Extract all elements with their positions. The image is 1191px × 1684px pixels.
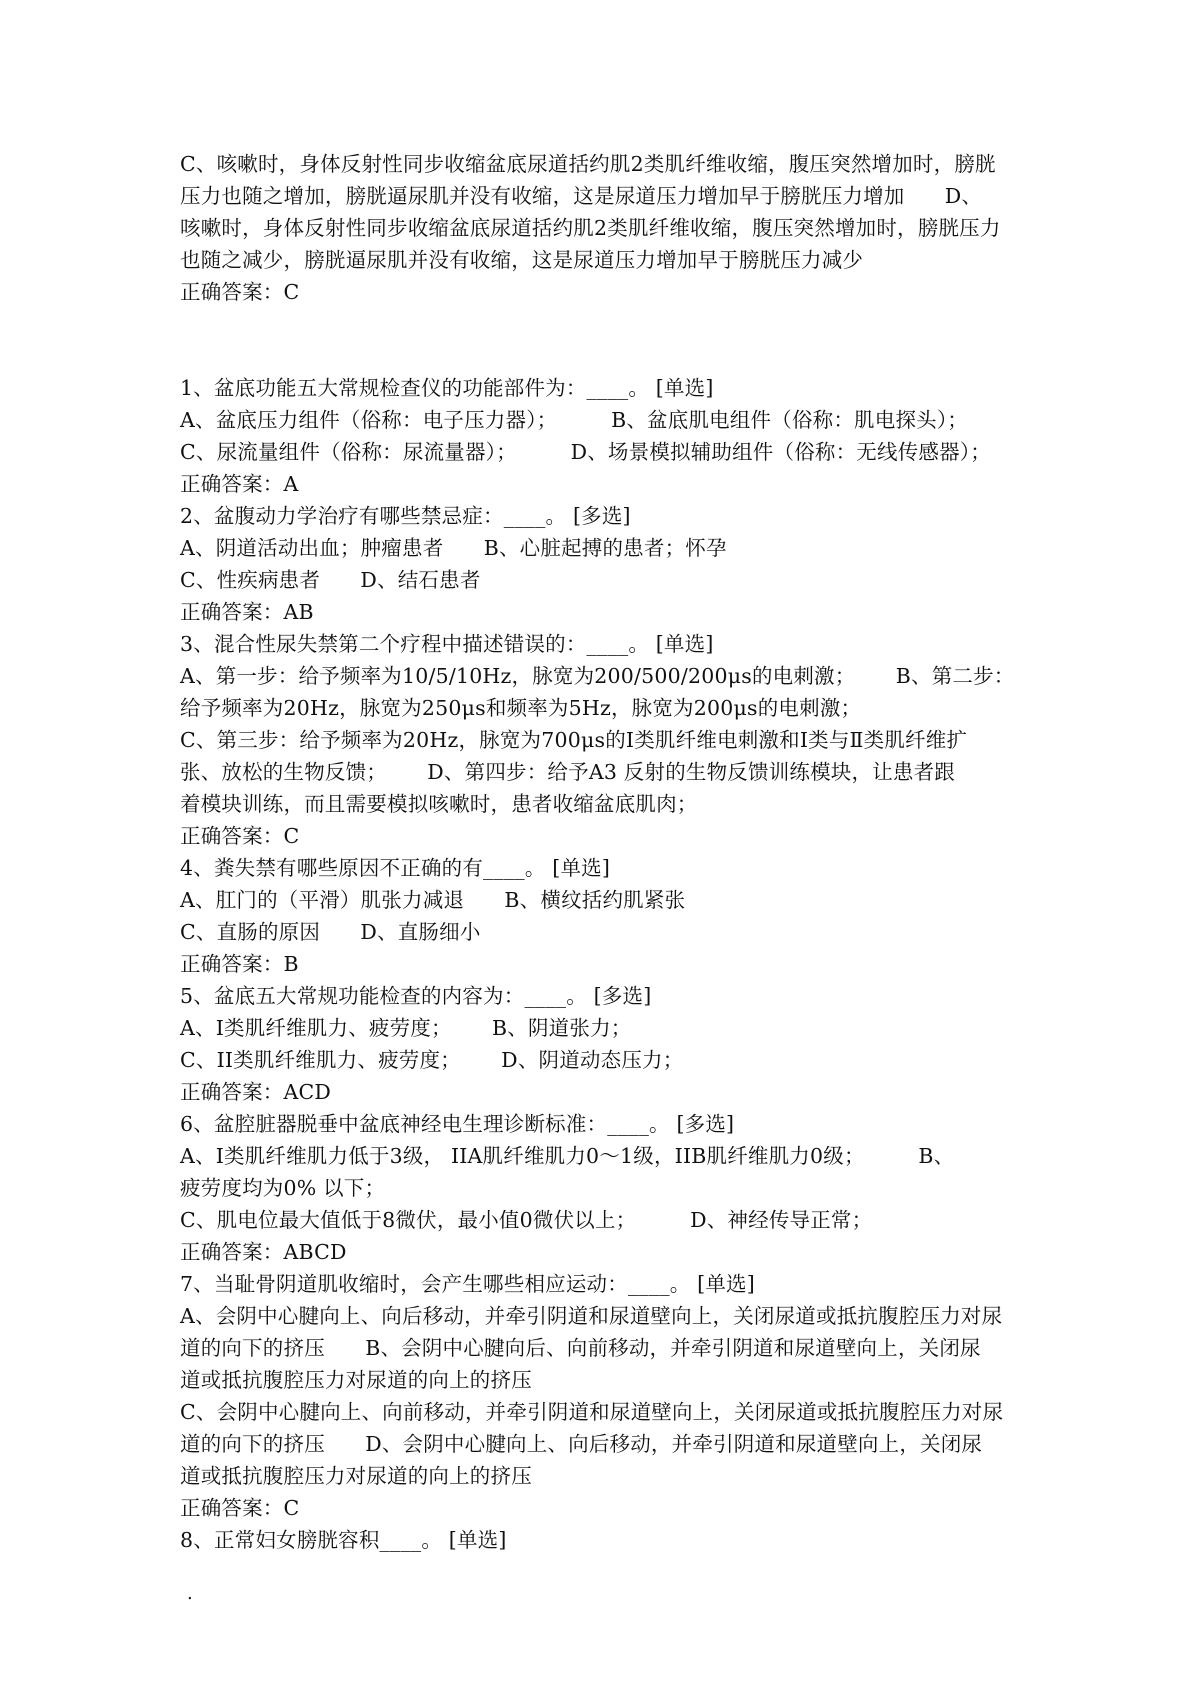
question-7 — [180, 1268, 1015, 1524]
text-line: 也随之减少，膀胱逼尿肌并没有收缩，这是尿道压力增加早于膀胱压力减少 — [180, 248, 864, 272]
option-line: A、盆底压力组件（俗称：电子压力器）； B、盆底肌电组件（俗称：肌电探头）； — [180, 408, 968, 432]
previous-question-tail — [180, 148, 1015, 308]
text-line: C、咳嗽时，身体反射性同步收缩盆底尿道括约肌2类肌纤维收缩，腹压突然增加时，膀胱 — [180, 152, 996, 176]
option-line: A、I类肌纤维肌力低于3级， IIA肌纤维肌力0～1级，IIB肌纤维肌力0级； B、 — [180, 1144, 955, 1168]
option-line: 疲劳度均为0% 以下； — [180, 1176, 386, 1200]
option-line: C、会阴中心腱向上、向前移动，并牵引阴道和尿道壁向上，关闭尿道或抵抗腹腔压力对尿 — [180, 1400, 1004, 1424]
question-5 — [180, 980, 1015, 1108]
option-line: C、直肠的原因 D、直肠细小 — [180, 920, 481, 944]
answer-line: 正确答案：ABCD — [180, 1240, 347, 1264]
question-title: 8、正常妇女膀胱容积____。 [单选] — [180, 1528, 507, 1552]
question-title: 6、盆腔脏器脱垂中盆底神经电生理诊断标准：____。 [多选] — [180, 1112, 735, 1136]
option-line: 张、放松的生物反馈； D、第四步：给予A3 反射的生物反馈训练模块，让患者跟 — [180, 760, 955, 784]
option-line: C、II类肌纤维肌力、疲劳度； D、阴道动态压力； — [180, 1048, 684, 1072]
option-line: A、阴道活动出血；肿瘤患者 B、心脏起搏的患者；怀孕 — [180, 536, 727, 560]
option-line: A、肛门的（平滑）肌张力减退 B、横纹括约肌紧张 — [180, 888, 686, 912]
option-line: 道的向下的挤压 B、会阴中心腱向后、向前移动，并牵引阴道和尿道壁向上，关闭尿 — [180, 1336, 981, 1360]
question-title: 1、盆底功能五大常规检查仪的功能部件为：____。 [单选] — [180, 376, 714, 400]
question-2 — [180, 500, 1015, 628]
option-line: 道的向下的挤压 D、会阴中心腱向上、向后移动，并牵引阴道和尿道壁向上，关闭尿 — [180, 1432, 983, 1456]
option-line: 道或抵抗腹腔压力对尿道的向上的挤压 — [180, 1368, 532, 1392]
section-gap — [180, 308, 1015, 372]
text-line: 压力也随之增加，膀胱逼尿肌并没有收缩，这是尿道压力增加早于膀胱压力增加 D、 — [180, 184, 983, 208]
answer-line: 正确答案：ACD — [180, 1080, 332, 1104]
footer-mark: . — [187, 1583, 193, 1604]
question-title: 4、粪失禁有哪些原因不正确的有____。 [单选] — [180, 856, 611, 880]
option-line: 给予频率为20Hz，脉宽为250μs和频率为5Hz，脉宽为200μs的电刺激； — [180, 696, 862, 720]
answer-line: 正确答案：C — [180, 1496, 300, 1520]
option-line: A、会阴中心腱向上、向后移动，并牵引阴道和尿道壁向上，关闭尿道或抵抗腹腔压力对尿 — [180, 1304, 1003, 1328]
option-line: A、I类肌纤维肌力、疲劳度； B、阴道张力； — [180, 1016, 632, 1040]
option-line: C、性疾病患者 D、结石患者 — [180, 568, 481, 592]
option-line: C、第三步：给予频率为20Hz，脉宽为700μs的Ⅰ类肌纤维电刺激和Ⅰ类与Ⅱ类肌纤维扩 — [180, 728, 968, 752]
question-8 — [180, 1524, 1015, 1556]
answer-line: 正确答案：B — [180, 952, 299, 976]
document-body — [180, 148, 1015, 1556]
question-6 — [180, 1108, 1015, 1268]
question-title: 7、当耻骨阴道肌收缩时，会产生哪些相应运动：____。 [单选] — [180, 1272, 755, 1296]
question-title: 5、盆底五大常规功能检查的内容为：____。 [多选] — [180, 984, 652, 1008]
question-1 — [180, 372, 1015, 500]
option-line: C、肌电位最大值低于8微伏，最小值0微伏以上； D、神经传导正常； — [180, 1208, 873, 1232]
answer-line: 正确答案：C — [180, 280, 300, 304]
answer-line: 正确答案：AB — [180, 600, 314, 624]
option-line: A、第一步：给予频率为10/5/10Hz，脉宽为200/500/200μs的电刺激； B、第二步： — [180, 664, 1015, 688]
question-title: 2、盆腹动力学治疗有哪些禁忌症：____。 [多选] — [180, 504, 631, 528]
option-line: 道或抵抗腹腔压力对尿道的向上的挤压 — [180, 1464, 532, 1488]
option-line: 着模块训练，而且需要模拟咳嗽时，患者收缩盆底肌肉； — [180, 792, 698, 816]
question-4 — [180, 852, 1015, 980]
question-3 — [180, 628, 1015, 852]
answer-line: 正确答案：A — [180, 472, 299, 496]
text-line: 咳嗽时，身体反射性同步收缩盆底尿道括约肌2类肌纤维收缩，腹压突然增加时，膀胱压力 — [180, 216, 1001, 240]
question-title: 3、混合性尿失禁第二个疗程中描述错误的：____。 [单选] — [180, 632, 714, 656]
option-line: C、尿流量组件（俗称：尿流量器）； D、场景模拟辅助组件（俗称：无线传感器）； — [180, 440, 991, 464]
answer-line: 正确答案：C — [180, 824, 300, 848]
